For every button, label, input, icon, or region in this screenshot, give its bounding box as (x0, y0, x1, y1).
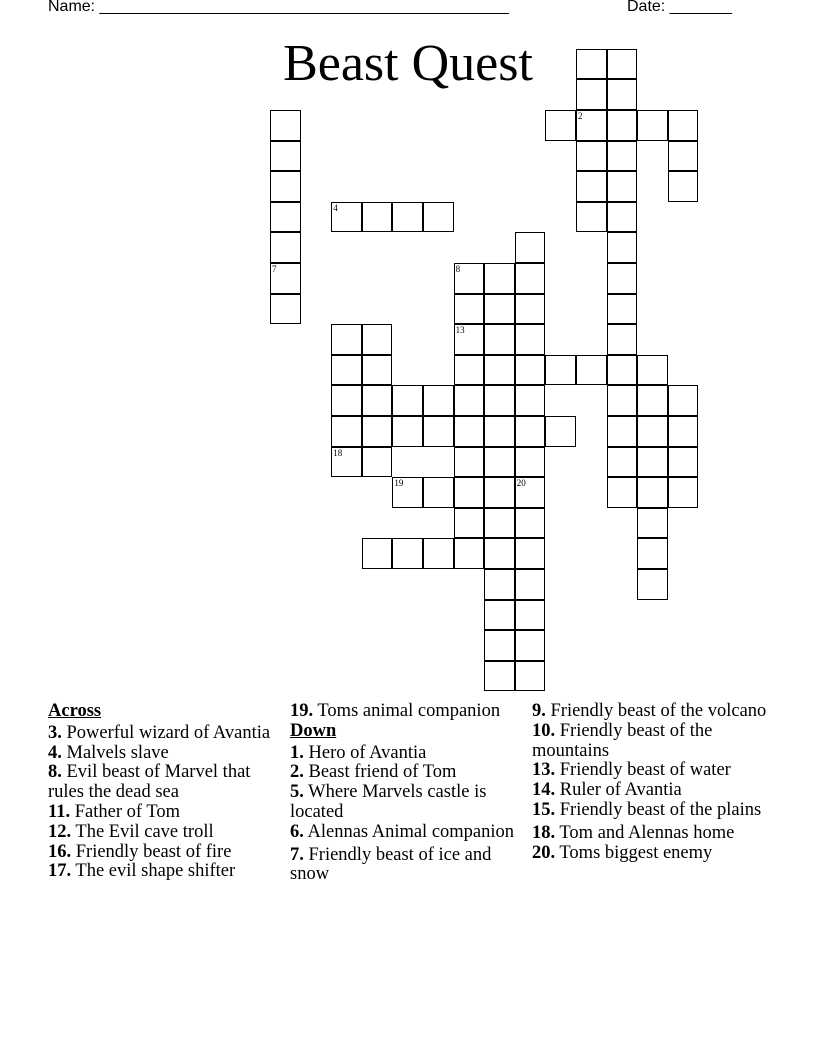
grid-cell[interactable] (668, 141, 699, 172)
clue-text: Friendly beast of fire (75, 841, 232, 862)
grid-cell[interactable] (454, 294, 485, 325)
grid-cell[interactable] (515, 232, 546, 263)
grid-cell[interactable] (576, 171, 607, 202)
grid-cell[interactable] (515, 661, 546, 692)
grid-cell[interactable] (576, 49, 607, 80)
grid-cell[interactable] (392, 477, 423, 508)
clue-number: 2. (290, 762, 304, 783)
grid-cell[interactable] (270, 171, 301, 202)
cell-number: 8 (455, 264, 461, 274)
cell-number: 2 (578, 111, 583, 121)
grid-cell[interactable] (392, 416, 423, 447)
grid-cell[interactable] (637, 385, 668, 416)
grid-cell[interactable] (454, 538, 485, 569)
clue-text: Toms animal companion (317, 701, 501, 721)
grid-cell[interactable] (515, 416, 546, 447)
clue-text: Friendly beast of the volcano (550, 701, 767, 721)
grid-cell[interactable] (576, 355, 607, 386)
clue-text: Hero of Avantia (308, 742, 427, 763)
clue-text: Beast friend of Tom (308, 762, 457, 783)
grid-cell[interactable] (607, 232, 638, 263)
grid-cell[interactable] (515, 447, 546, 478)
grid-cell[interactable] (454, 508, 485, 539)
grid-cell[interactable] (423, 538, 454, 569)
grid-cell[interactable] (270, 263, 301, 294)
grid-cell[interactable] (668, 477, 699, 508)
clue-down-2 (290, 763, 515, 783)
name-date-line (48, 0, 768, 20)
grid-cell[interactable] (362, 355, 393, 386)
clue-down-7 (290, 846, 515, 886)
grid-cell[interactable] (484, 416, 515, 447)
grid-cell[interactable] (637, 355, 668, 386)
grid-cell[interactable] (607, 263, 638, 294)
grid-cell[interactable] (637, 538, 668, 569)
clue-across-16 (48, 843, 273, 863)
clue-down-6 (290, 823, 515, 843)
grid-cell[interactable] (607, 355, 638, 386)
cell-number: 13 (455, 325, 465, 336)
grid-cell[interactable] (454, 416, 485, 447)
grid-cell[interactable] (515, 477, 546, 508)
cell-number: 7 (272, 264, 277, 274)
clue-down-18 (532, 824, 772, 844)
clue-number: 17. (48, 861, 72, 882)
clue-text: Friendly beast of the mountains (532, 720, 713, 761)
grid-cell[interactable] (362, 202, 393, 233)
grid-cell[interactable] (515, 600, 546, 631)
clue-across-19 (290, 702, 515, 722)
grid-cell[interactable] (607, 49, 638, 80)
clue-down-20 (532, 844, 772, 864)
grid-cell[interactable] (607, 79, 638, 110)
grid-cell[interactable] (515, 569, 546, 600)
grid-cell[interactable] (484, 569, 515, 600)
date-field-label[interactable]: Date: _______ (627, 0, 732, 15)
clue-number: 20. (532, 842, 556, 863)
grid-cell[interactable] (362, 324, 393, 355)
grid-cell[interactable] (515, 263, 546, 294)
clue-across-12 (48, 823, 273, 843)
clue-down-9 (532, 702, 772, 722)
clue-number: 5. (290, 782, 304, 803)
grid-cell[interactable] (576, 110, 607, 141)
grid-cell[interactable] (392, 385, 423, 416)
grid-cell[interactable] (484, 294, 515, 325)
clue-across-3 (48, 724, 273, 744)
grid-cell[interactable] (607, 294, 638, 325)
grid-cell[interactable] (270, 141, 301, 172)
grid-cell[interactable] (515, 538, 546, 569)
clue-number: 4. (48, 742, 62, 763)
grid-cell[interactable] (607, 110, 638, 141)
clues-column-1 (48, 702, 273, 882)
grid-cell[interactable] (362, 447, 393, 478)
grid-cell[interactable] (515, 355, 546, 386)
clue-across-4 (48, 744, 273, 764)
grid-cell[interactable] (484, 508, 515, 539)
clue-number: 19. (290, 701, 314, 721)
grid-cell[interactable] (331, 385, 362, 416)
grid-cell[interactable] (484, 263, 515, 294)
grid-cell[interactable] (637, 508, 668, 539)
cell-number: 20 (516, 478, 526, 489)
cell-number: 19 (394, 478, 404, 489)
grid-cell[interactable] (607, 416, 638, 447)
clue-across-11 (48, 803, 273, 823)
grid-cell[interactable] (545, 355, 576, 386)
grid-cell[interactable] (362, 385, 393, 416)
grid-cell[interactable] (362, 538, 393, 569)
clue-text: Where Marvels castle is located (290, 782, 487, 822)
grid-cell[interactable] (637, 569, 668, 600)
grid-cell[interactable] (576, 202, 607, 233)
clue-number: 18. (532, 822, 556, 843)
grid-cell[interactable] (637, 416, 668, 447)
grid-cell[interactable] (331, 355, 362, 386)
clue-down-15 (532, 801, 772, 821)
clue-down-10 (532, 722, 772, 762)
clue-text: Toms biggest enemy (559, 842, 713, 863)
clue-down-1 (290, 744, 515, 764)
grid-cell[interactable] (423, 385, 454, 416)
across-heading: Across (48, 701, 102, 721)
grid-cell[interactable] (270, 110, 301, 141)
grid-cell[interactable] (423, 202, 454, 233)
grid-cell[interactable] (484, 385, 515, 416)
grid-cell[interactable] (484, 661, 515, 692)
grid-cell[interactable] (668, 447, 699, 478)
grid-cell[interactable] (515, 508, 546, 539)
grid-cell[interactable] (668, 110, 699, 141)
grid-cell[interactable] (484, 355, 515, 386)
grid-cell[interactable] (668, 171, 699, 202)
grid-cell[interactable] (454, 385, 485, 416)
clue-number: 11. (48, 801, 71, 822)
clues-column-2 (290, 702, 515, 885)
clue-number: 7. (290, 844, 304, 865)
grid-cell[interactable] (607, 385, 638, 416)
clue-text: Tom and Alennas home (559, 822, 735, 843)
grid-cell[interactable] (607, 202, 638, 233)
grid-cell[interactable] (637, 447, 668, 478)
name-field-label[interactable]: Name: ______________________________________________ (48, 0, 509, 15)
grid-cell[interactable] (484, 447, 515, 478)
clue-number: 14. (532, 780, 556, 801)
grid-cell[interactable] (607, 324, 638, 355)
grid-cell[interactable] (331, 447, 362, 478)
clue-number: 6. (290, 821, 304, 842)
grid-cell[interactable] (576, 79, 607, 110)
grid-cell[interactable] (270, 202, 301, 233)
grid-cell[interactable] (454, 355, 485, 386)
grid-cell[interactable] (607, 141, 638, 172)
clue-number: 9. (532, 701, 546, 721)
grid-cell[interactable] (331, 202, 362, 233)
clue-across-8 (48, 763, 273, 803)
grid-cell[interactable] (270, 232, 301, 263)
grid-cell[interactable] (545, 110, 576, 141)
clue-number: 15. (532, 799, 556, 820)
grid-cell[interactable] (423, 416, 454, 447)
clue-number: 8. (48, 762, 62, 783)
grid-cell[interactable] (515, 385, 546, 416)
grid-cell[interactable] (607, 447, 638, 478)
grid-cell[interactable] (454, 263, 485, 294)
clue-text: Father of Tom (74, 801, 180, 822)
grid-cell[interactable] (545, 416, 576, 447)
down-heading: Down (290, 720, 337, 741)
clue-text: Alennas Animal companion (307, 821, 515, 842)
clue-number: 10. (532, 720, 556, 741)
grid-cell[interactable] (576, 141, 607, 172)
grid-cell[interactable] (484, 630, 515, 661)
grid-cell[interactable] (515, 630, 546, 661)
clue-down-14 (532, 781, 772, 801)
grid-cell[interactable] (392, 538, 423, 569)
grid-cell[interactable] (668, 416, 699, 447)
grid-cell[interactable] (331, 416, 362, 447)
puzzle-title: Beast Quest (283, 35, 533, 92)
grid-cell[interactable] (484, 600, 515, 631)
grid-cell[interactable] (392, 202, 423, 233)
clue-text: Friendly beast of the plains (559, 799, 762, 820)
grid-cell[interactable] (454, 447, 485, 478)
clue-down-13 (532, 761, 772, 781)
clue-text: Ruler of Avantia (559, 780, 682, 801)
grid-cell[interactable] (484, 477, 515, 508)
grid-cell[interactable] (637, 110, 668, 141)
grid-cell[interactable] (423, 477, 454, 508)
grid-cell[interactable] (484, 324, 515, 355)
clue-number: 12. (48, 821, 72, 842)
clue-text: Powerful wizard of Avantia (66, 722, 271, 743)
clue-text: The evil shape shifter (75, 861, 236, 882)
clue-text: The Evil cave troll (75, 821, 214, 842)
clue-text: Friendly beast of water (559, 760, 731, 781)
grid-cell[interactable] (668, 385, 699, 416)
clue-text: Evil beast of Marvel that rules the dead sea (48, 762, 251, 803)
clue-down-5 (290, 783, 515, 823)
grid-cell[interactable] (331, 324, 362, 355)
grid-cell[interactable] (454, 324, 485, 355)
clue-text: Malvels slave (66, 742, 169, 763)
clue-number: 1. (290, 742, 304, 763)
grid-cell[interactable] (607, 477, 638, 508)
clue-number: 3. (48, 722, 62, 743)
cell-number: 4 (333, 202, 338, 213)
clues-column-3 (532, 702, 772, 863)
clue-number: 16. (48, 841, 72, 862)
grid-cell[interactable] (515, 294, 546, 325)
clue-number: 13. (532, 760, 556, 781)
grid-cell[interactable] (607, 171, 638, 202)
grid-cell[interactable] (454, 477, 485, 508)
cell-number: 18 (333, 447, 343, 458)
grid-cell[interactable] (515, 324, 546, 355)
grid-cell[interactable] (270, 294, 301, 325)
grid-cell[interactable] (637, 477, 668, 508)
clue-text: Friendly beast of ice and snow (290, 844, 492, 885)
grid-cell[interactable] (484, 538, 515, 569)
clue-across-17 (48, 862, 273, 882)
grid-cell[interactable] (362, 416, 393, 447)
